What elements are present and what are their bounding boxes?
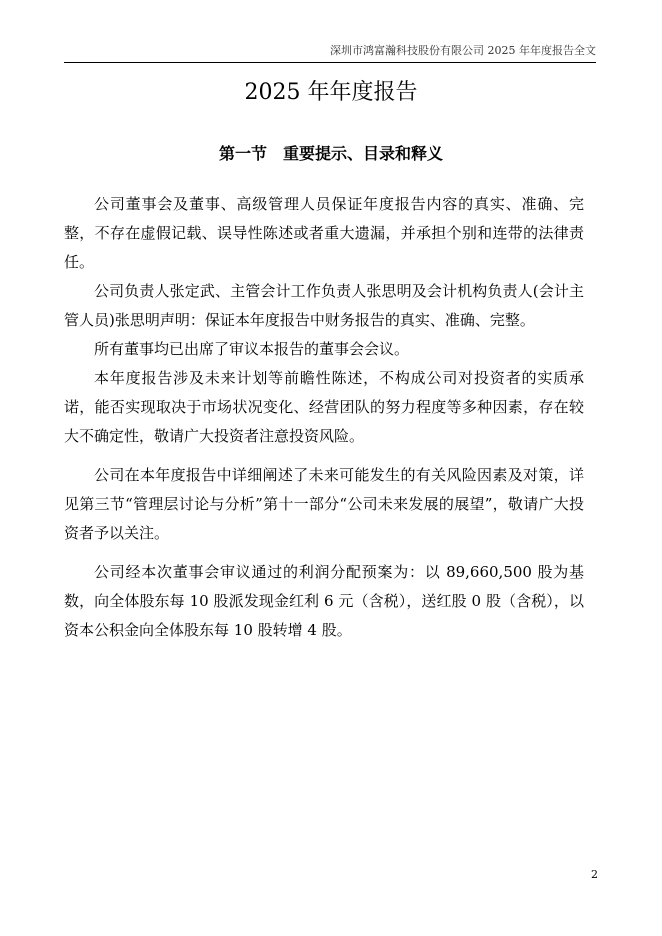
page-number: 2: [591, 868, 598, 881]
running-header: 深圳市鸿富瀚科技股份有限公司 2025 年年度报告全文: [64, 44, 596, 63]
paragraph-profit-distribution: 公司经本次董事会审议通过的利润分配预案为：以 89,660,500 股为基数，向全体股东每 10 股派发现金红利 6 元（含税），送红股 0 股（含税），以资本公积金向全体股东每 10 股转增 4 股。: [64, 563, 584, 639]
section-heading: 第一节 重要提示、目录和释义: [218, 144, 443, 163]
paragraph-risk-factors: 公司在本年度报告中详细阐述了未来可能发生的有关风险因素及对策，详见第三节“管理层讨论与分析”第十一部分“公司未来发展的展望”，敬请广大投资者予以关注。: [64, 466, 584, 542]
paragraph-executive-declaration: 公司负责人张定武、主管会计工作负责人张思明及会计机构负责人(会计主管人员)张思明声明：保证本年度报告中财务报告的真实、准确、完整。: [64, 282, 584, 329]
document-body: [64, 190, 584, 645]
paragraph-responsibility: 公司董事会及董事、高级管理人员保证年度报告内容的真实、准确、完整，不存在虚假记载、误导性陈述或者重大遗漏，并承担个别和连带的法律责任。: [64, 195, 584, 271]
paragraph-board-attendance: 所有董事均已出席了审议本报告的董事会会议。: [94, 340, 410, 358]
document-title: 2025 年年度报告: [244, 80, 418, 105]
paragraph-forward-looking-statement: 本年度报告涉及未来计划等前瞻性陈述，不构成公司对投资者的实质承诺，能否实现取决于市场状况变化、经营团队的努力程度等多种因素，存在较大不确定性，敬请广大投资者注意投资风险。: [64, 369, 584, 445]
